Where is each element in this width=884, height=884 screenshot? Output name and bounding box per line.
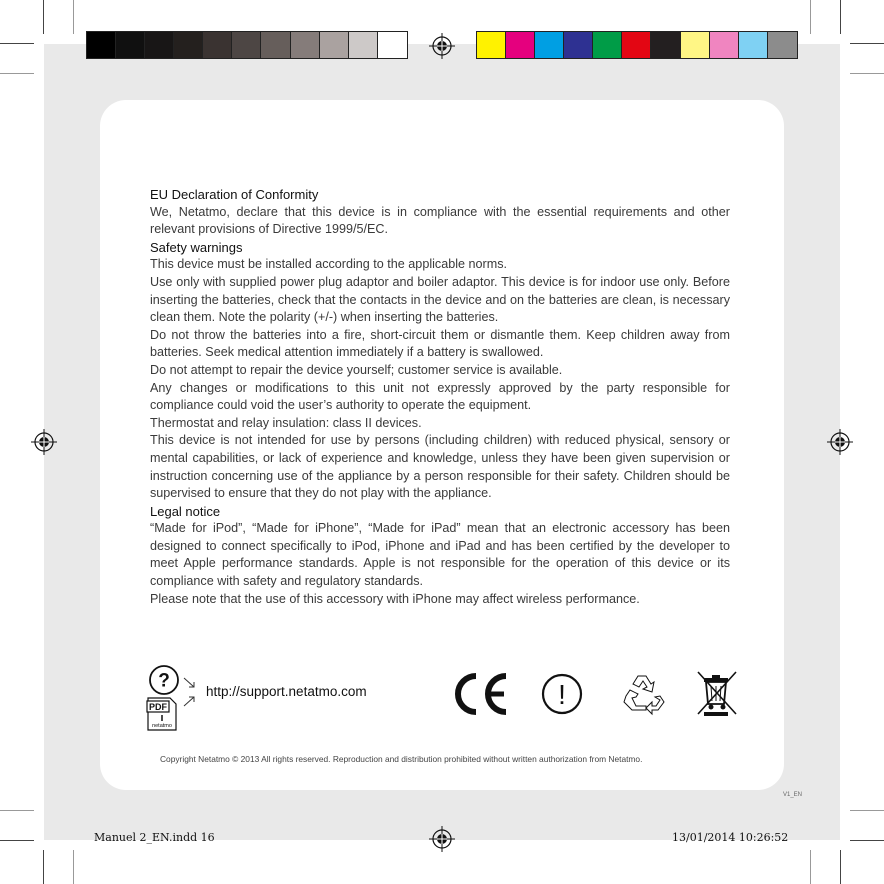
color-swatch (320, 32, 349, 58)
weee-bin-icon (696, 670, 738, 718)
registration-mark-icon (827, 429, 853, 455)
crop-mark (810, 850, 811, 884)
warning-icon-mark: ! (558, 679, 566, 710)
footer-icons (146, 664, 746, 729)
crop-mark (0, 73, 34, 74)
color-swatch (593, 32, 622, 58)
crop-mark (0, 43, 34, 44)
recycle-icon (620, 670, 666, 716)
color-swatch (739, 32, 768, 58)
color-swatch (261, 32, 290, 58)
registration-mark-icon (429, 33, 455, 59)
crop-mark (73, 0, 74, 34)
copyright-notice: Copyright Netatmo © 2013 All rights reserved. Reproduction and distribution prohibited without written authorization from Netatmo. (160, 754, 643, 764)
color-swatch (506, 32, 535, 58)
color-swatch (535, 32, 564, 58)
ce-mark-label: CE (482, 698, 484, 699)
grayscale-color-bar (86, 31, 408, 59)
crop-mark (73, 850, 74, 884)
color-swatch (349, 32, 378, 58)
color-swatch (378, 32, 407, 58)
section-heading: EU Declaration of Conformity (150, 187, 319, 202)
color-swatch (622, 32, 651, 58)
color-swatch (232, 32, 261, 58)
crop-mark (840, 0, 841, 34)
color-swatch (477, 32, 506, 58)
paragraph: “Made for iPod”, “Made for iPhone”, “Made for iPad” mean that an electronic accessory has been designed to connect specifically to iPod, iPhone and iPad and has been certified by the developer to meet Apple performance standards. Apple is not responsible for the operation of this device or its compliance with safety and regulatory standards. (150, 521, 730, 589)
crop-mark (43, 0, 44, 34)
ce-mark-icon (452, 672, 512, 716)
pdf-label: PDF (149, 702, 167, 712)
paragraph: Do not attempt to repair the device yourself; customer service is available. (150, 362, 563, 377)
crop-mark (840, 850, 841, 884)
color-swatch (291, 32, 320, 58)
paragraph: Any changes or modifications to this unit not expressly approved by the party responsible for compliance could void the user’s authority to operate the equipment. (150, 380, 730, 413)
registration-mark-icon (31, 429, 57, 455)
crop-mark (850, 73, 884, 74)
document-body (150, 186, 730, 608)
registration-mark-icon (429, 826, 455, 852)
slug-filename: Manuel 2_EN.indd 16 (94, 831, 215, 844)
crop-mark (0, 810, 34, 811)
pdf-brand: netatmo (152, 723, 172, 729)
help-icon-mark: ? (158, 670, 170, 692)
version-label: V1_EN (783, 792, 803, 798)
paragraph: Please note that the use of this accessory with iPhone may affect wireless performance. (150, 591, 640, 606)
paragraph: Use only with supplied power plug adaptor and boiler adaptor. This device is for indoor use only. Before inserting the batteries, check that the contacts in the device and on the batteries are clean, is necessary clean them. Note the polarity (+/-) when inserting the batteries. (150, 274, 730, 325)
paragraph: Thermostat and relay insulation: class II devices. (150, 415, 422, 430)
arrow-icon (182, 676, 198, 710)
crop-mark (810, 0, 811, 34)
color-swatch (564, 32, 593, 58)
crop-mark (43, 850, 44, 884)
paragraph: We, Netatmo, declare that this device is in compliance with the essential requirements and other relevant provisions of Directive 1999/5/EC. (150, 204, 730, 237)
color-swatch (203, 32, 232, 58)
color-swatch (768, 32, 797, 58)
section-heading: Safety warnings (150, 239, 243, 255)
pdf-document-icon (146, 697, 178, 731)
color-swatch (145, 32, 174, 58)
paragraph: This device is not intended for use by persons (including children) with reduced physical, sensory or mental capabilities, or lack of experience and knowledge, unless they have been given supervision or instruction concerning use of the appliance by a person responsible for their safety. Children should be supervised to ensure that they do not play with the appliance. (150, 433, 730, 501)
process-color-bar (476, 31, 798, 59)
crop-mark (850, 43, 884, 44)
color-swatch (174, 32, 203, 58)
color-swatch (651, 32, 680, 58)
warning-icon (540, 672, 584, 716)
color-swatch (710, 32, 739, 58)
color-swatch (681, 32, 710, 58)
color-swatch (116, 32, 145, 58)
section-heading: Legal notice (150, 503, 221, 519)
crop-mark (850, 810, 884, 811)
crop-mark (850, 840, 884, 841)
paragraph: Do not throw the batteries into a fire, short-circuit them or dismantle them. Keep children away from batteries. Seek medical attention immediately if a battery is swallowed. (150, 327, 730, 360)
crop-mark (0, 840, 34, 841)
paragraph: This device must be installed according to the applicable norms. (150, 257, 508, 272)
slug-timestamp: 13/01/2014 10:26:52 (672, 831, 789, 844)
help-icon (148, 664, 180, 696)
color-swatch (87, 32, 116, 58)
support-url[interactable]: http://support.netatmo.com (206, 684, 367, 699)
